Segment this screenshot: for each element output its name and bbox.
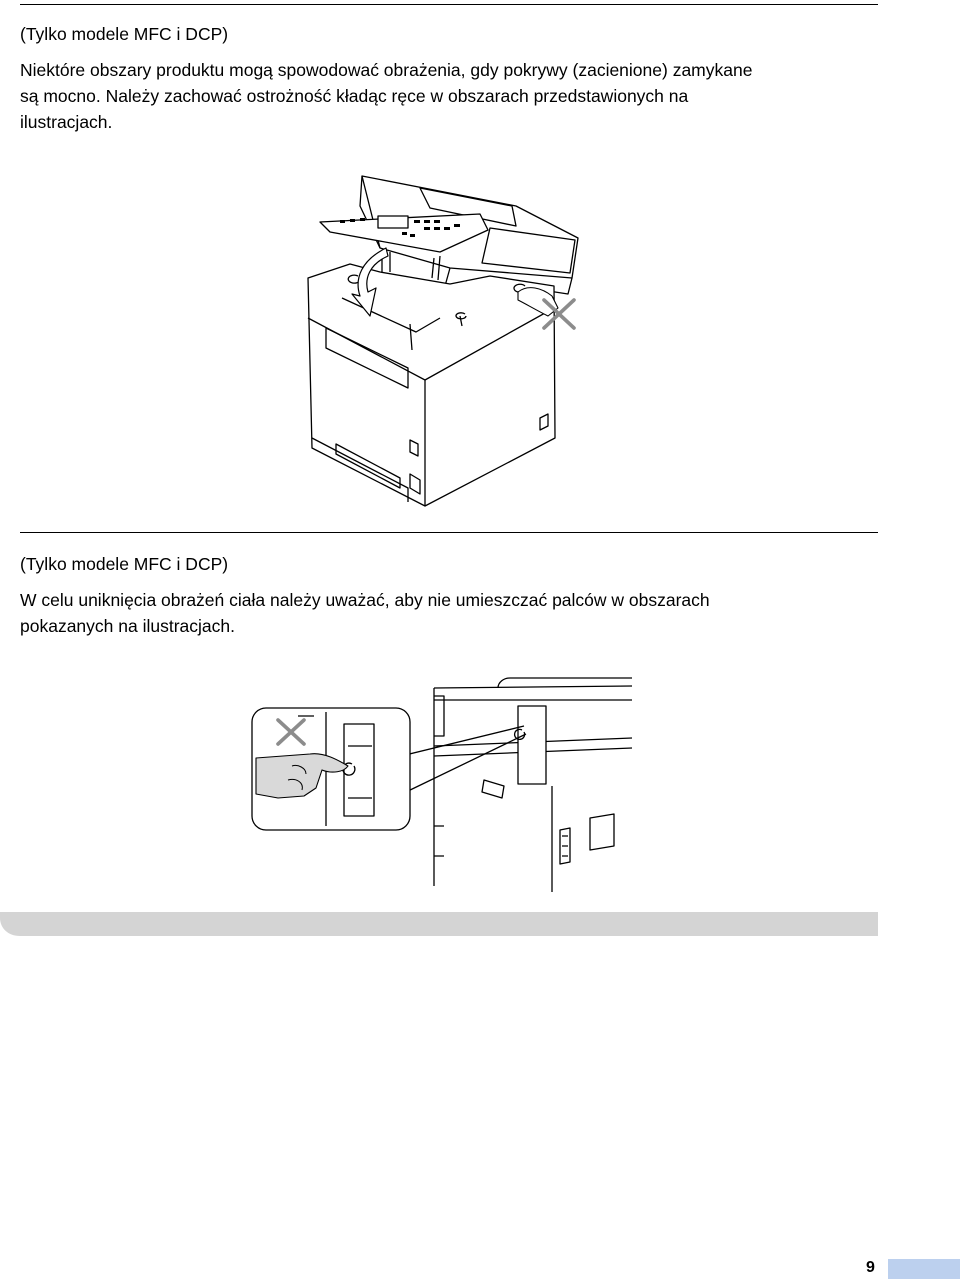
page-tab: [888, 1259, 960, 1279]
caution-1-heading: (Tylko modele MFC i DCP): [20, 24, 229, 44]
caution-2-line-2: pokazanych na ilustracjach.: [20, 616, 235, 636]
caution-1-line-3: ilustracjach.: [20, 112, 113, 132]
printer-hinge-illustration: [248, 676, 638, 894]
caution-1-line-2: są mocno. Należy zachować ostrożność kładąc ręce w obszarach przedstawionych na: [20, 86, 689, 106]
zoom-inset: [252, 708, 410, 830]
caution-2-heading: (Tylko modele MFC i DCP): [20, 554, 229, 574]
caution-2-line-1: W celu uniknięcia obrażeń ciała należy uważać, aby nie umieszczać palców w obszarach: [20, 590, 710, 610]
page-number: 9: [866, 1259, 875, 1276]
printer-back: [434, 678, 632, 892]
caution-1-line-1: Niektóre obszary produktu mogą spowodować obrażenia, gdy pokrywy (zacienione) zamykane: [20, 60, 753, 80]
section-rule: [20, 532, 878, 533]
printer-scanner-open-illustration: [290, 168, 590, 513]
chapter-divider-bar: [0, 912, 878, 936]
top-rule: [20, 4, 878, 5]
